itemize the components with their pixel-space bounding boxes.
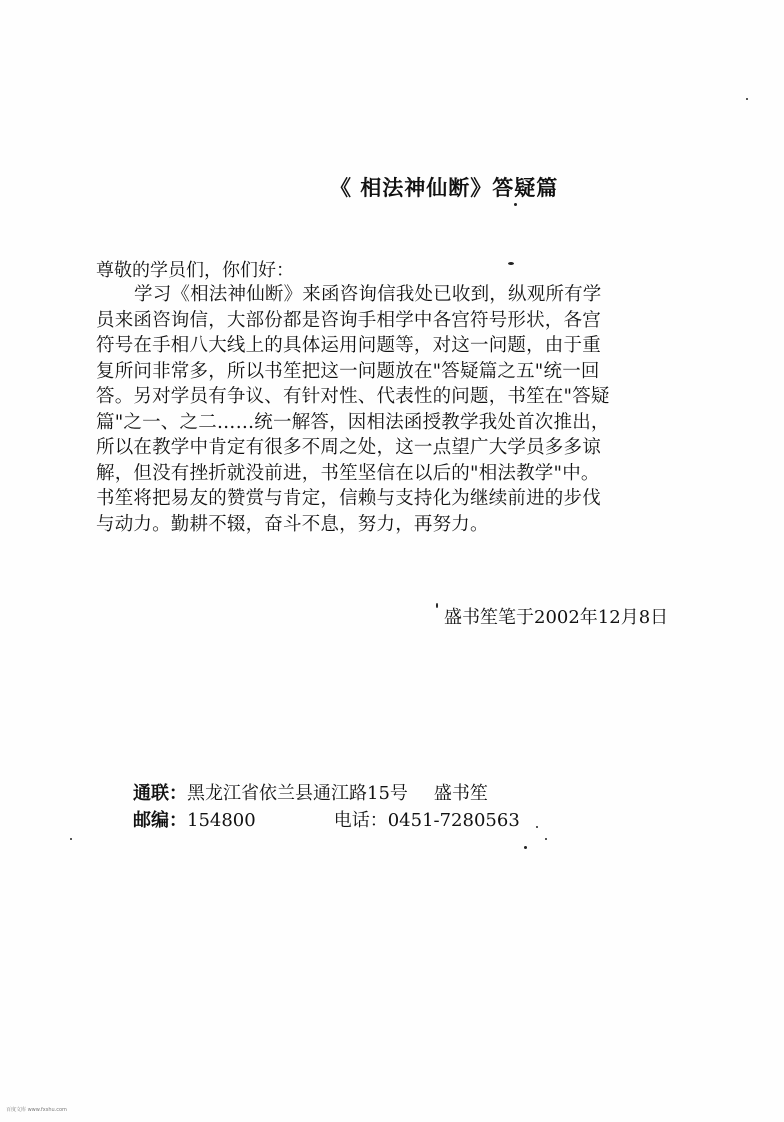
- footer-watermark: 百度文库 www.fxshu.com: [6, 1107, 67, 1113]
- body-line: 复所问非常多，所以书笙把这一问题放在"答疑篇之五"统一回: [96, 360, 600, 382]
- letter-body: [96, 282, 696, 537]
- scan-speck: [436, 603, 438, 608]
- signature-line: 盛书笙笔于2002年12月8日: [444, 607, 669, 628]
- body-line: 学习《相法神仙断》来函咨询信我处已收到，纵观所有学: [134, 284, 602, 305]
- contact-postcode-line: [133, 806, 520, 832]
- scan-speck: [70, 838, 72, 840]
- scan-speck: [536, 826, 538, 828]
- document-title: 《 相法神仙断》答疑篇: [330, 176, 559, 200]
- scan-speck: [545, 838, 547, 840]
- body-line: 员来函咨询信，大部份都是咨询手相学中各宫符号形状，各宫: [96, 309, 601, 331]
- body-line: 书笙将把易友的赞赏与肯定，信赖与支持化为继续前进的步伐: [96, 488, 601, 509]
- address-value: 黑龙江省依兰县通江路15号: [187, 783, 408, 804]
- postcode-label: 邮编：: [133, 810, 187, 831]
- postcode-value: 154800: [187, 810, 256, 831]
- scan-speck: [508, 262, 514, 265]
- body-line: 所以在教学中肯定有很多不周之处，这一点望广大学员多多谅: [96, 437, 601, 458]
- contact-name: 盛书笙: [433, 783, 488, 804]
- phone-value: 0451-7280563: [387, 810, 520, 831]
- salutation: 尊敬的学员们，你们好：: [96, 260, 294, 281]
- scan-speck: [514, 203, 517, 206]
- body-line: 与动力。勤耕不辍，奋斗不息，努力，再努力。: [96, 513, 489, 535]
- phone-label: 电话：: [333, 810, 388, 831]
- body-line: 符号在手相八大线上的具体运用问题等，对这一问题，由于重: [96, 335, 601, 356]
- scan-speck: [524, 846, 527, 849]
- scan-speck: [746, 98, 748, 100]
- body-line: 答。另对学员有争议、有针对性、代表性的问题，书笙在"答疑: [96, 386, 610, 407]
- address-label: 通联：: [133, 783, 187, 804]
- body-line: 篇"之一、之二……统一解答，因相法函授教学我处首次推出，: [96, 411, 610, 433]
- contact-address-line: [133, 779, 488, 805]
- body-line: 解，但没有挫折就没前进，书笙坚信在以后的"相法教学"中。: [96, 462, 600, 484]
